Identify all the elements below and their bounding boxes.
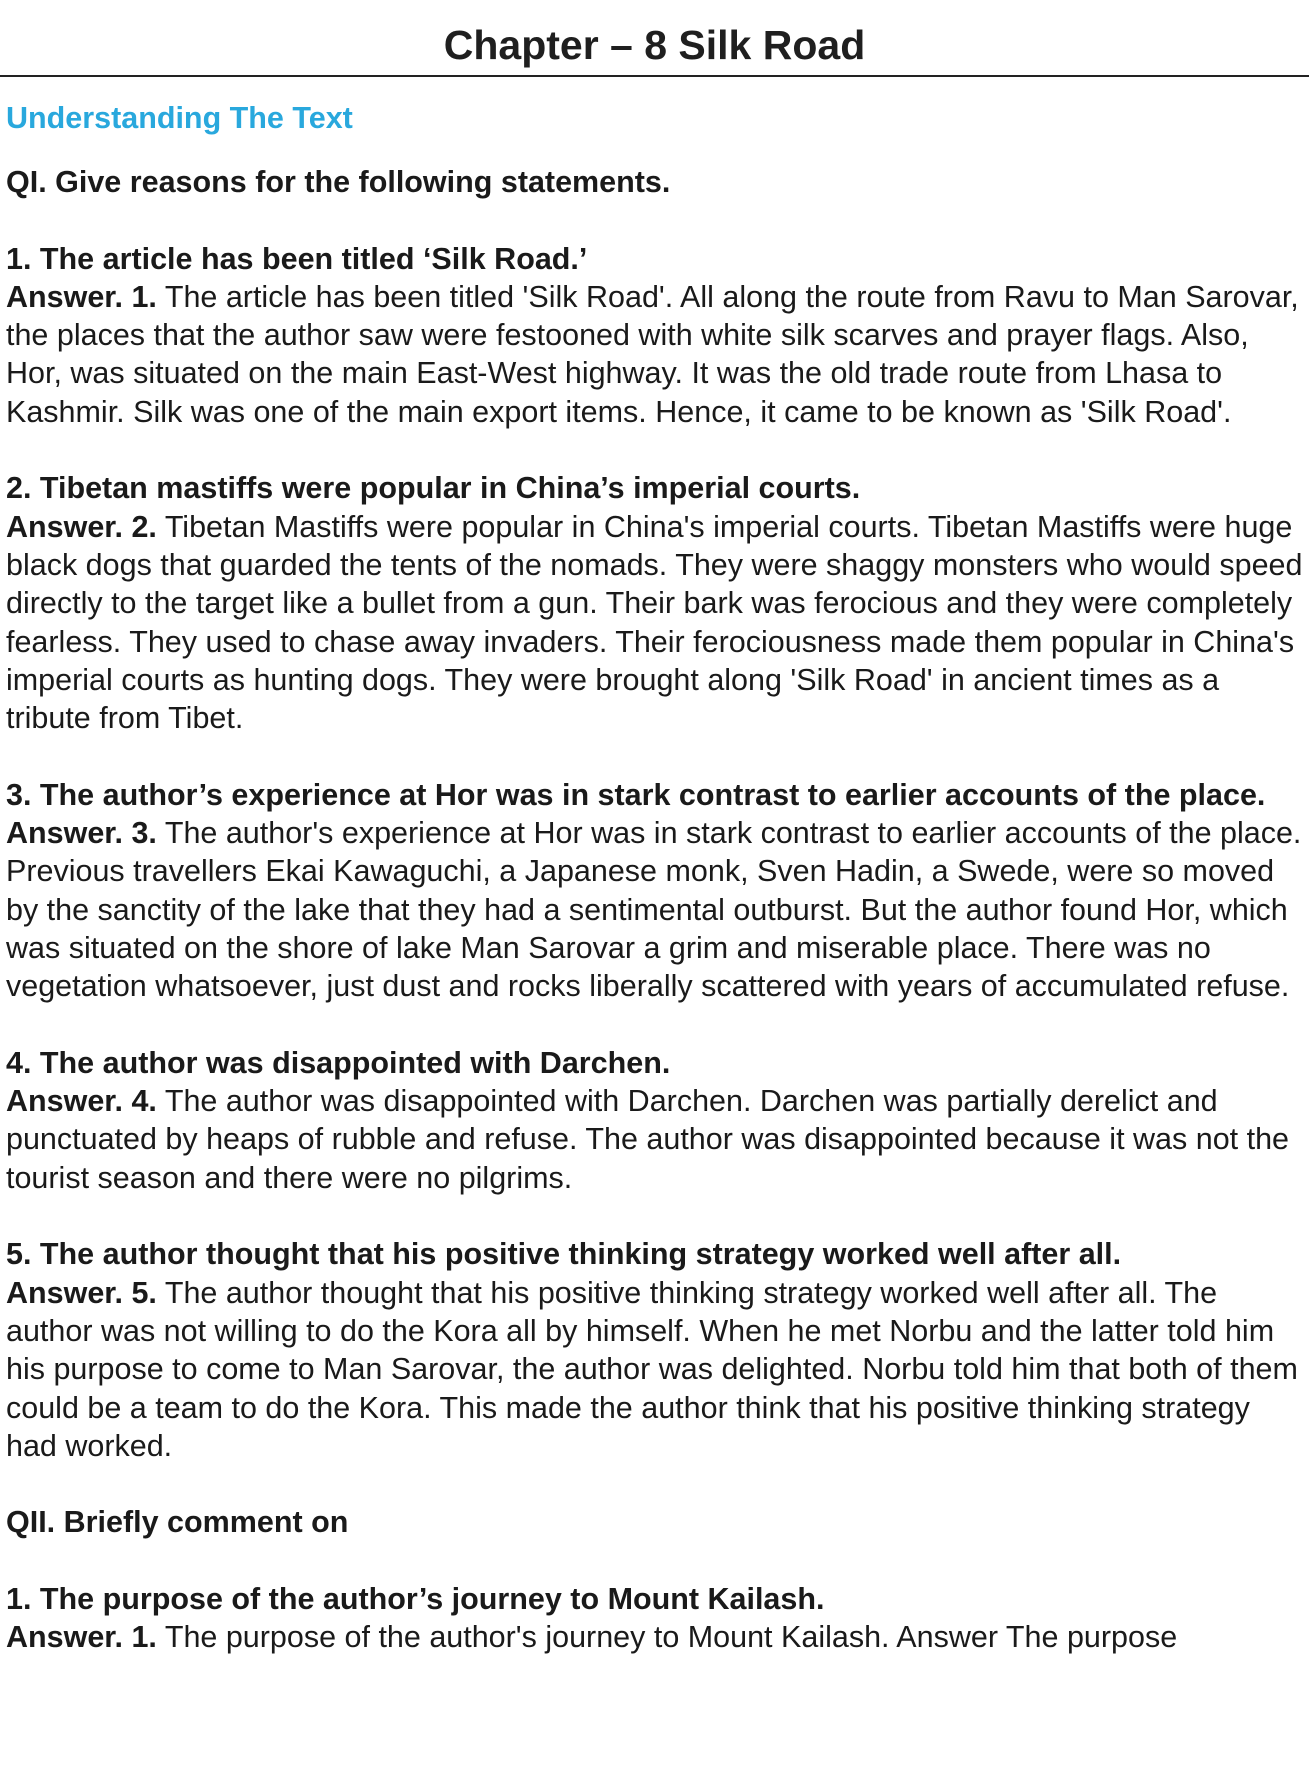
question-text: 4. The author was disappointed with Darchen. (6, 1045, 671, 1080)
question-text: 1. The article has been titled ‘Silk Road.’ (6, 241, 588, 276)
section-heading: Understanding The Text (6, 101, 353, 135)
answer-text (6, 814, 1306, 1005)
qa-item (6, 1044, 1306, 1197)
answer-label: Answer. 1. (6, 279, 157, 314)
answer-label: Answer. 5. (6, 1275, 157, 1310)
qa-item (6, 1580, 1306, 1657)
answer-body: The author was disappointed with Darchen. Darchen was partially derelict and punctuated by heaps of rubble and refuse. The author was disappointed because it was not the tourist season and there were no pilgrims. (6, 1084, 1290, 1195)
answer-text (6, 1274, 1306, 1465)
title-divider (0, 75, 1309, 77)
answer-label: Answer. 1. (6, 1619, 157, 1654)
answer-body: The author thought that his positive thinking strategy worked well after all. The author was not willing to do the Kora all by himself. When he met Norbu and the latter told him his purpose to come to Man Sarovar, the author was delighted. Norbu told him that both of them could be a team to do the Kora. This made the author think that his positive thinking strategy had worked. (6, 1275, 1298, 1463)
question-text: 5. The author thought that his positive thinking strategy worked well after all. (6, 1237, 1122, 1272)
answer-text (6, 1082, 1306, 1197)
answer-body: The purpose of the author's journey to Mount Kailash. Answer The purpose (156, 1619, 1178, 1654)
page-title: Chapter – 8 Silk Road (443, 22, 866, 69)
qa-item (6, 1235, 1306, 1465)
qa-item (6, 469, 1306, 737)
answer-label: Answer. 4. (6, 1084, 157, 1119)
question-text: 2. Tibetan mastiffs were popular in China’s imperial courts. (6, 471, 861, 506)
qa-item (6, 240, 1306, 431)
qa-item (6, 776, 1306, 1006)
question-group-1-heading: QI. Give reasons for the following statements. (6, 165, 671, 200)
answer-label: Answer. 2. (6, 509, 157, 544)
answer-body: The article has been titled 'Silk Road'. All along the route from Ravu to Man Sarovar, the places that the author saw were festooned with white silk scarves and prayer flags. Also, Hor, was situated on the main East-West highway. It was the old trade route from Lhasa to Kashmir. Silk was one of the main export items. Hence, it came to be known as 'Silk Road'. (6, 279, 1299, 429)
answer-body: Tibetan Mastiffs were popular in China's imperial courts. Tibetan Mastiffs were huge black dogs that guarded the tents of the nomads. They were shaggy monsters who would speed directly to the target like a bullet from a gun. Their bark was ferocious and they were completely fearless. They used to chase away invaders. Their ferociousness made them popular in China's imperial courts as hunting dogs. They were brought along 'Silk Road' in ancient times as a tribute from Tibet. (6, 509, 1303, 736)
question-group-2-heading: QII. Briefly comment on (6, 1505, 349, 1540)
answer-text (6, 1618, 1306, 1656)
answer-body: The author's experience at Hor was in stark contrast to earlier accounts of the place. Previous travellers Ekai Kawaguchi, a Japanese monk, Sven Hadin, a Swede, were so moved by the sanctity of the lake that they had a sentimental outburst. But the author found Hor, which was situated on the shore of lake Man Sarovar a grim and miserable place. There was no vegetation whatsoever, just dust and rocks liberally scattered with years of accumulated refuse. (6, 816, 1302, 1004)
answer-label: Answer. 3. (6, 816, 157, 851)
document-body (6, 99, 1306, 1695)
question-text: 3. The author’s experience at Hor was in stark contrast to earlier accounts of the place. (6, 777, 1266, 812)
answer-text (6, 508, 1306, 738)
question-text: 1. The purpose of the author’s journey to Mount Kailash. (6, 1581, 825, 1616)
answer-text (6, 278, 1306, 431)
